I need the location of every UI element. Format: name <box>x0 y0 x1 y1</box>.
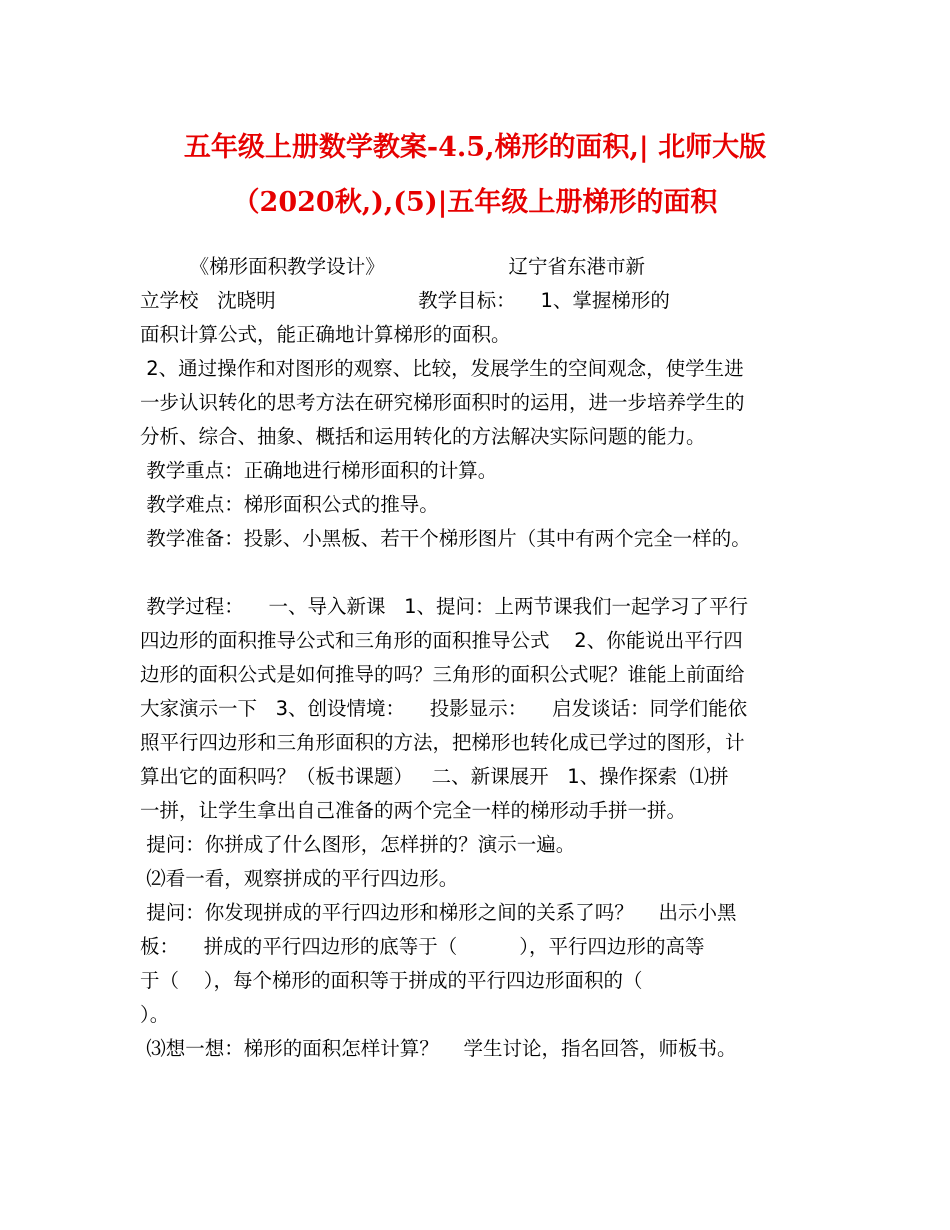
body-line: 板： 拼成的平行四边形的底等于（ ），平行四边形的高等 <box>140 935 705 958</box>
body-line: 照平行四边形和三角形面积的方法，把梯形也转化成已学过的图形，计 <box>140 731 745 754</box>
body-line: 边形的面积公式是如何推导的吗？三角形的面积公式呢？谁能上前面给 <box>140 663 745 686</box>
body-line: 教学准备：投影、小黑板、若干个梯形图片（其中有两个完全一样的。 <box>140 527 751 550</box>
document-title-line-1: 五年级上册数学教案-4.5,梯形的面积,| 北师大版 <box>183 132 767 163</box>
body-line: 四边形的面积推导公式和三角形的面积推导公式 2、你能说出平行四 <box>140 629 743 652</box>
body-line: 教学过程： 一、导入新课 1、提问：上两节课我们一起学习了平行 <box>140 595 748 618</box>
body-line: 提问：你拼成了什么图形，怎样拼的？演示一遍。 <box>140 833 576 856</box>
body-line: 《梯形面积教学设计》 辽宁省东港市新 <box>140 255 646 278</box>
document-body <box>140 250 820 1066</box>
body-line: 一拼，让学生拿出自己准备的两个完全一样的梯形动手拼一拼。 <box>140 799 687 822</box>
body-line: 一步认识转化的思考方法在研究梯形面积时的运用，进一步培养学生的 <box>140 391 745 414</box>
body-line: 立学校 沈晓明 教学目标： 1、掌握梯形的 <box>140 289 670 312</box>
body-line: 教学重点：正确地进行梯形面积的计算。 <box>140 459 498 482</box>
body-line: 于（ ），每个梯形的面积等于拼成的平行四边形面积的（ <box>140 969 643 992</box>
body-line: 教学难点：梯形面积公式的推导。 <box>140 493 439 516</box>
body-line: ⑶想一想：梯形的面积怎样计算？ 学生讨论，指名回答，师板书。 <box>140 1037 737 1060</box>
body-line: 2、通过操作和对图形的观察、比较，发展学生的空间观念，使学生进 <box>140 357 744 380</box>
body-line: 面积计算公式，能正确地计算梯形的面积。 <box>140 323 511 346</box>
body-line: 算出它的面积吗？（板书课题） 二、新课展开 1、操作探索 ⑴拼 <box>140 765 729 788</box>
body-line: 分析、综合、抽象、概括和运用转化的方法解决实际问题的能力。 <box>140 425 706 448</box>
body-line: ）。 <box>140 1003 170 1026</box>
document-title-line-2: （2020秋,),(5)|五年级上册梯形的面积 <box>232 187 718 218</box>
body-line: ⑵看一看，观察拼成的平行四边形。 <box>140 867 459 890</box>
body-line: 提问：你发现拼成的平行四边形和梯形之间的关系了吗？ 出示小黑 <box>140 901 737 924</box>
body-line: 大家演示一下 3、创设情境： 投影显示： 启发谈话：同学们能依 <box>140 697 748 720</box>
